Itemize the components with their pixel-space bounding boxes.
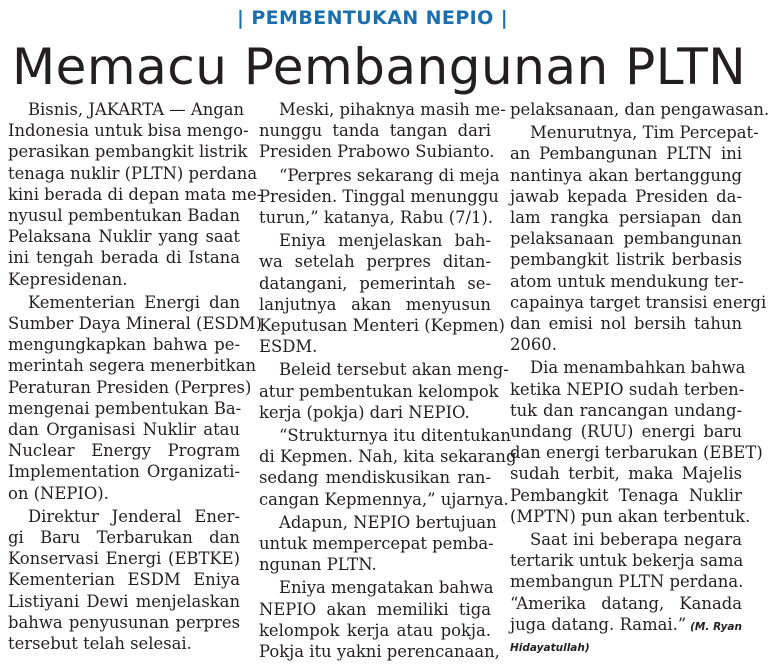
text-line: ini tengah berada di Istana <box>8 248 240 268</box>
paragraph <box>259 230 505 357</box>
byline: (M. Ryan <box>686 620 742 633</box>
text-line: Beleid tersebut akan meng- <box>279 360 509 380</box>
text-line: gi Baru Terbarukan dan <box>8 528 240 548</box>
text-line: Dia menambahkan bahwa <box>530 358 746 378</box>
text-line: Presiden Prabowo Subianto. <box>259 142 495 162</box>
paragraph <box>259 165 500 229</box>
text-line: Kepresidenan. <box>8 269 128 289</box>
text-line: lanjutnya akan menyusun <box>259 294 491 314</box>
text-line: atur pembentukan kelompok <box>259 381 499 401</box>
text-line: dan Organisasi Nuklir atau <box>8 420 240 440</box>
column-1 <box>8 99 263 661</box>
text-line: dan energi terbarukan (EBET) <box>510 443 763 463</box>
paragraph <box>510 99 769 120</box>
text-line: Eniya mengatakan bahwa <box>279 578 494 598</box>
text-line: Kementerian ESDM Eniya <box>8 570 240 590</box>
text-line: wa setelah perpres ditan- <box>259 252 491 272</box>
text-line: Implementation Organizati- <box>8 462 240 482</box>
text-line: kerja (pokja) dari NEPIO. <box>259 402 470 422</box>
paragraph <box>259 577 500 662</box>
paragraph <box>259 99 506 163</box>
text-line: capainya target transisi energi <box>510 292 767 312</box>
text-line: Listiyani Dewi menjelaskan <box>8 591 240 611</box>
text-line: (MPTN) pun akan terbentuk. <box>510 506 751 526</box>
text-line: tertarik untuk bekerja sama <box>510 551 744 571</box>
text-line: bahwa penyusunan perpres <box>8 612 240 632</box>
text-line: on (NEPIO). <box>8 483 109 503</box>
text-line: Kementerian Energi dan <box>28 292 240 312</box>
text-line: Peraturan Presiden (Perpres) <box>8 377 252 397</box>
byline-continued: Hidayatullah) <box>510 642 590 655</box>
text-line: Menurutnya, Tim Percepat- <box>530 123 759 143</box>
column-2 <box>259 99 517 662</box>
text-line: pembangkit listrik berbasis <box>510 250 742 270</box>
text-line: Adapun, NEPIO bertujuan <box>279 512 497 532</box>
text-line: nantinya akan bertanggung <box>510 165 742 185</box>
paragraph <box>510 357 763 527</box>
text-line: mengenai pembentukan Ba- <box>8 398 242 418</box>
headline: Memacu Pembangunan PLTN <box>12 38 747 96</box>
text-line: “Amerika datang, Kanada <box>510 593 742 613</box>
text-line: Saat ini beberapa negara <box>530 530 742 550</box>
text-line: nyusul pembentukan Badan <box>8 206 240 226</box>
text-line: tersebut telah selesai. <box>8 634 192 654</box>
text-line: “Strukturnya itu ditentukan <box>279 426 511 446</box>
text-line: ketika NEPIO sudah terben- <box>510 379 745 399</box>
text-line: cangan Kepmennya,” ujarnya. <box>259 489 509 509</box>
text-line: undang (RUU) energi baru <box>510 422 742 442</box>
text-line: Pokja itu yakni perencanaan, <box>259 642 500 662</box>
text-line: juga datang. Ramai.” (M. Ryan <box>510 614 742 634</box>
text-line: turun,” katanya, Rabu (7/1). <box>259 208 494 228</box>
kicker-bar-right: | <box>500 7 509 29</box>
paragraph <box>259 512 497 576</box>
text-line: sedang mendiskusikan ran- <box>259 468 491 488</box>
text-line: kelompok kerja atau pokja. <box>259 620 491 640</box>
text-line: ESDM. <box>259 337 318 357</box>
paragraph <box>510 122 767 355</box>
text-line: Eniya menjelaskan bah- <box>279 231 491 251</box>
text-line: untuk mempercepat pemba- <box>259 534 494 554</box>
paragraph <box>8 99 263 290</box>
text-line: Direktur Jenderal Ener- <box>28 506 240 526</box>
text-line: Konservasi Energi (EBTKE) <box>8 549 240 569</box>
text-line: Bisnis, JAKARTA — Angan <box>28 100 245 119</box>
text-line: nunggu tanda tangan dari <box>259 121 491 141</box>
text-line: pelaksanaan, dan pengawasan. <box>510 100 769 119</box>
text-line: Sumber Daya Mineral (ESDM) <box>8 314 262 334</box>
text-line: pelaksanaan pembangunan <box>510 229 742 249</box>
text-line: Indonesia untuk bisa mengo- <box>8 121 249 141</box>
text-line: 2060. <box>510 335 557 355</box>
text-line: an Pembangunan PLTN ini <box>510 144 742 164</box>
text-line: dan emisi nol bersih tahun <box>510 314 742 334</box>
text-line: lam rangka persiapan dan <box>510 208 742 228</box>
text-line: Keputusan Menteri (Kepmen) <box>259 316 505 336</box>
paragraph <box>259 359 509 423</box>
text-line: “Perpres sekarang di meja <box>279 165 500 185</box>
text-line: merintah segera menerbitkan <box>8 356 257 376</box>
text-line: mengungkapkan bahwa pe- <box>8 335 240 355</box>
text-line: sudah terbit, maka Majelis <box>510 464 742 484</box>
text-line: perasikan pembangkit listrik <box>8 142 248 162</box>
text-line: membangun PLTN perdana. <box>510 572 744 592</box>
paragraph <box>259 425 517 510</box>
text-line: ngunan PLTN. <box>259 555 377 575</box>
text-line: Pelaksana Nuklir yang saat <box>8 227 240 247</box>
text-line: di Kepmen. Nah, kita sekarang <box>259 447 517 467</box>
text-line: tuk dan rancangan undang- <box>510 400 742 420</box>
text-line: tenaga nuklir (PLTN) perdana <box>8 163 258 183</box>
text-line: kini berada di depan mata me- <box>8 184 263 204</box>
text-line: Pembangkit Tenaga Nuklir <box>510 485 742 505</box>
paragraph <box>8 292 262 504</box>
text-line: Nuclear Energy Program <box>8 441 240 461</box>
paragraph <box>510 529 742 659</box>
text-line: datangani, pemerintah se- <box>259 273 491 293</box>
column-3 <box>510 99 769 661</box>
text-line: jawab kepada Presiden da- <box>510 186 742 206</box>
kicker-text: PEMBENTUKAN NEPIO <box>251 7 494 29</box>
kicker-bar-left: | <box>236 7 245 29</box>
text-line: NEPIO akan memiliki tiga <box>259 599 491 619</box>
text-line: Meski, pihaknya masih me- <box>279 100 506 119</box>
text-line: atom untuk mendukung ter- <box>510 271 744 291</box>
paragraph <box>8 506 240 654</box>
section-kicker <box>0 6 745 30</box>
text-line: Presiden. Tinggal menunggu <box>259 186 499 206</box>
